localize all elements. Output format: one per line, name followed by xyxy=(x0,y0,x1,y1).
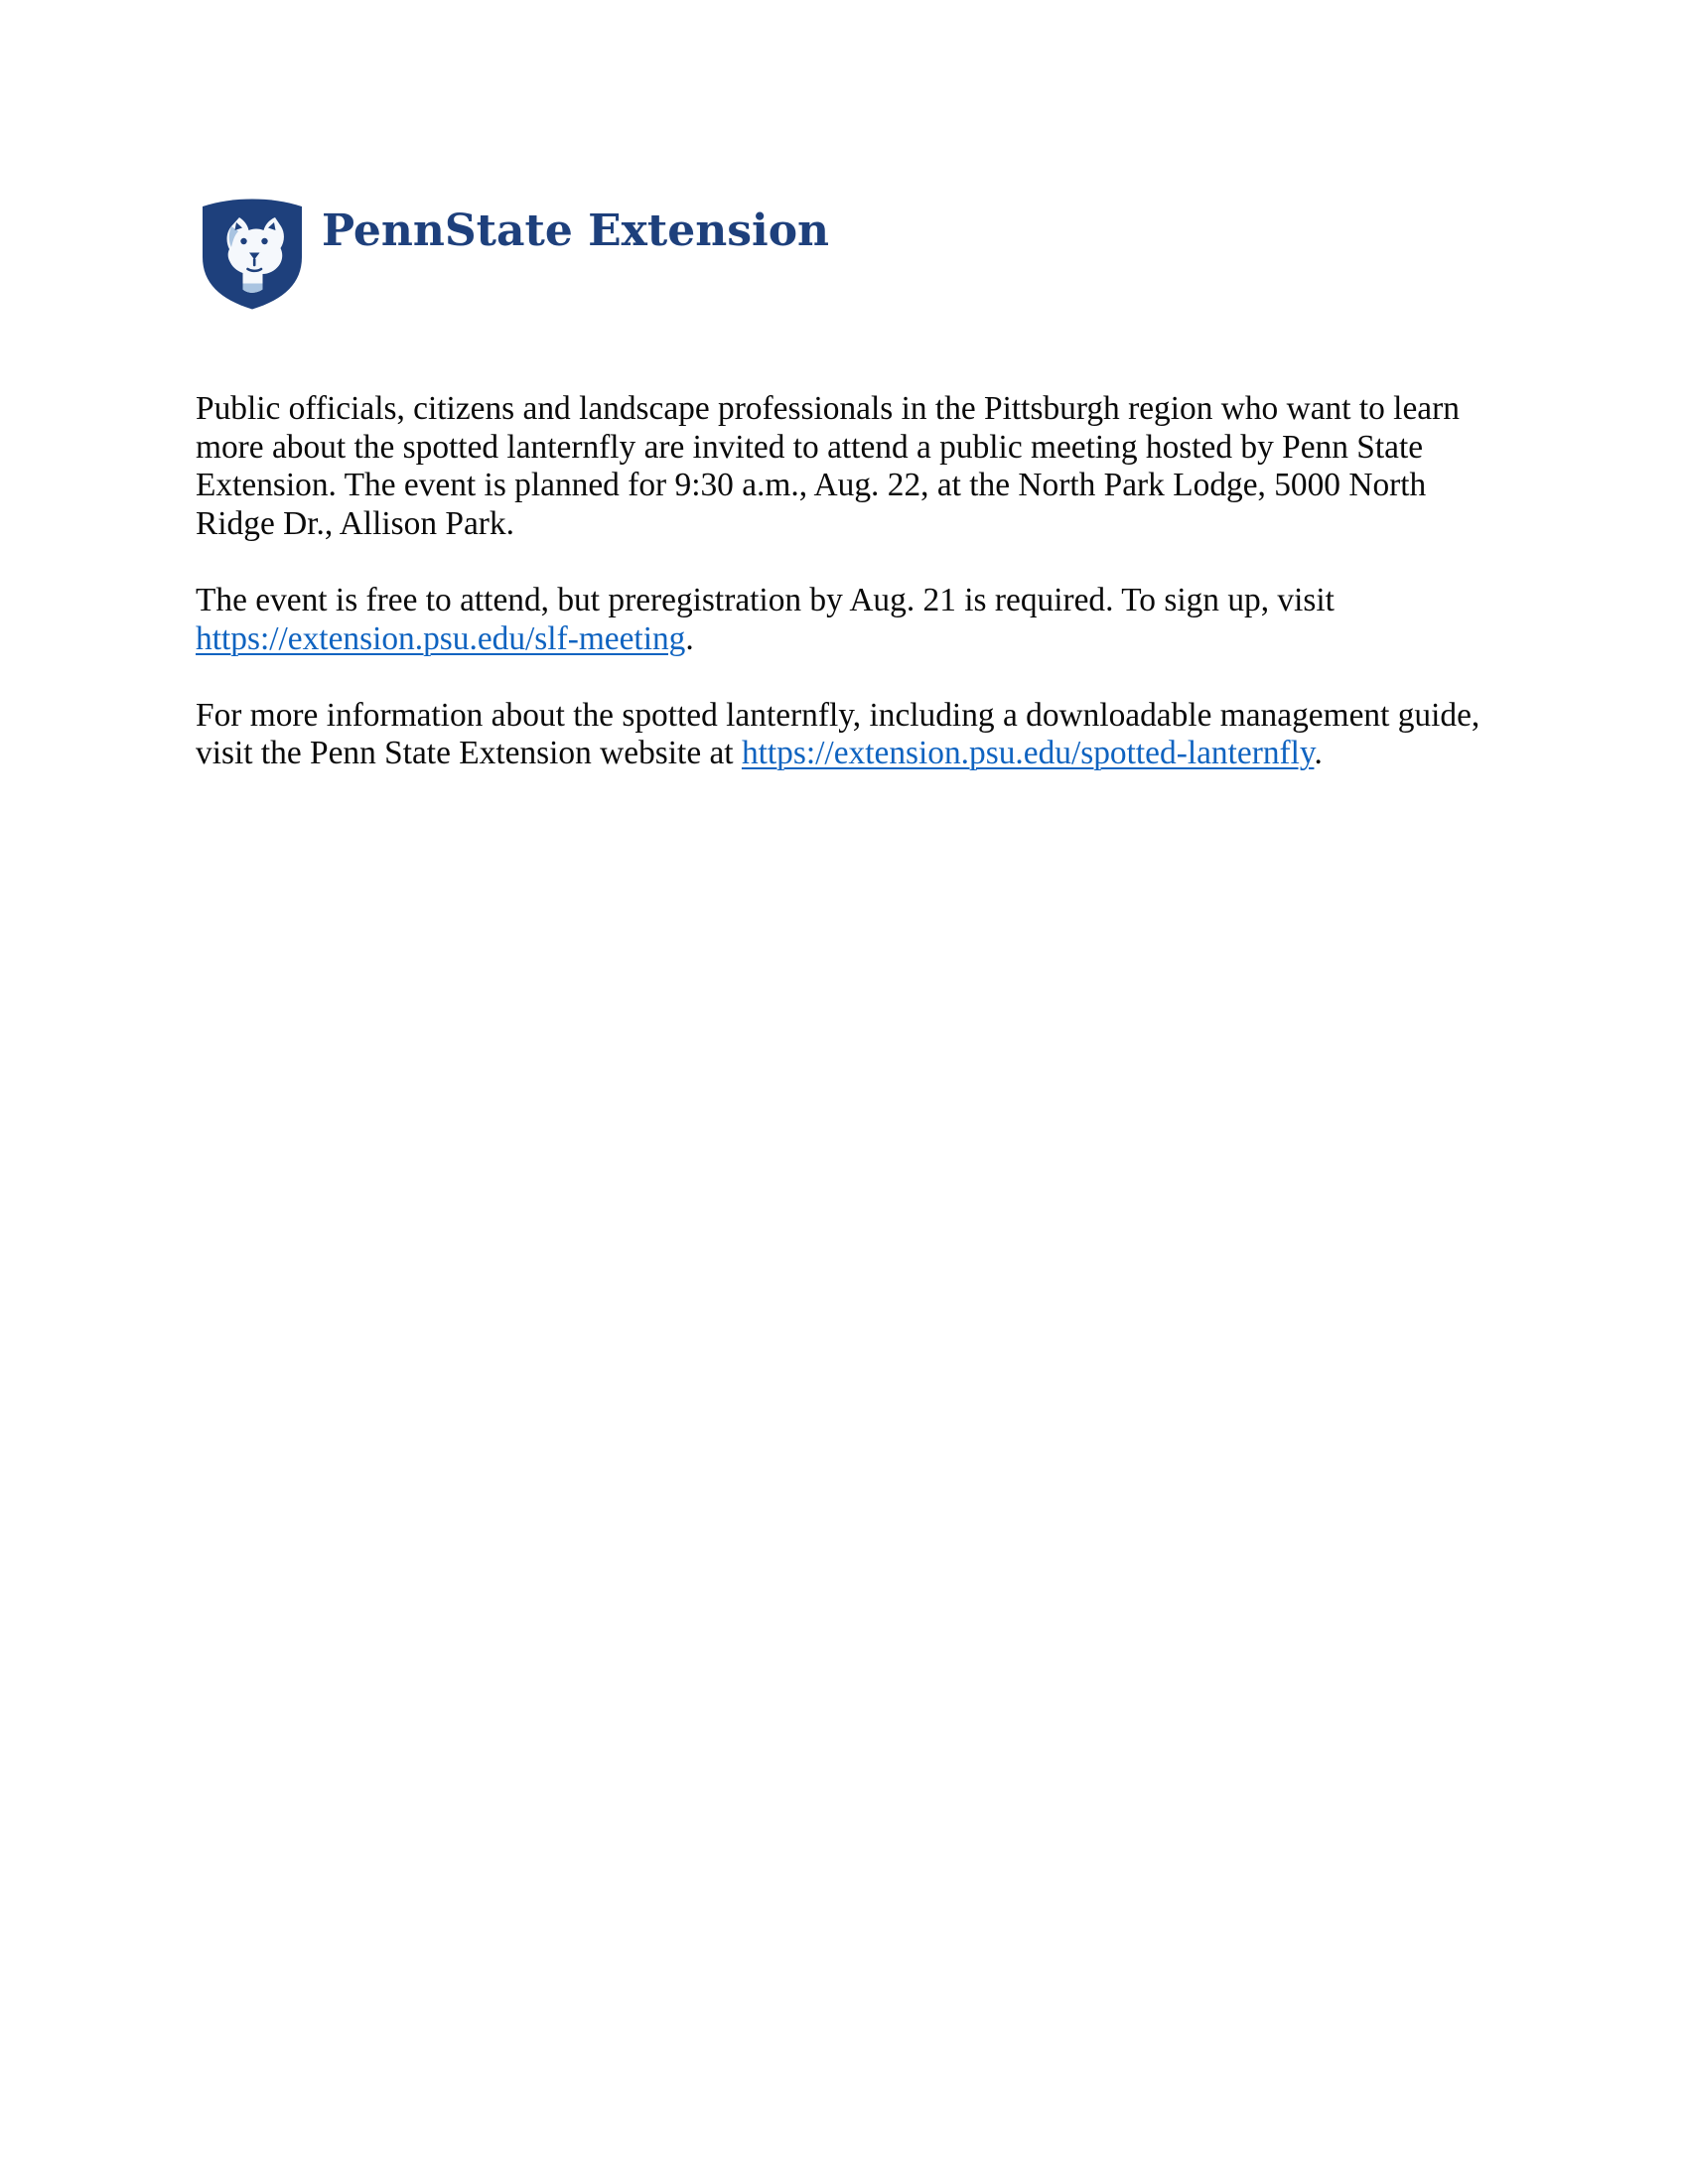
logo-wordmark: PennState Extension xyxy=(322,205,830,256)
paragraph-text: The event is free to attend, but preregistration by Aug. 21 is required. To sign up, visit xyxy=(196,581,1335,618)
document-body xyxy=(196,390,1494,812)
paragraph-text: . xyxy=(685,619,694,657)
paragraph-meeting-announcement xyxy=(196,390,1494,543)
spotted-lanternfly-link[interactable]: https://extension.psu.edu/spotted-lanternfly xyxy=(741,735,1315,772)
paragraph-more-info xyxy=(196,697,1494,773)
paragraph-text: . xyxy=(1314,735,1323,772)
pennstate-extension-logo xyxy=(199,198,829,311)
paragraph-text: For more information about the spotted lanternfly, including a downloadable management guide, visit the Penn State Extension website at xyxy=(196,696,1480,772)
paragraph-registration xyxy=(196,582,1494,658)
slf-meeting-link[interactable]: https://extension.psu.edu/slf-meeting xyxy=(196,619,686,657)
paragraph-text: Public officials, citizens and landscape professionals in the Pittsburgh region who want to learn more about the spotted lanternfly are invited to attend a public meeting hosted by Penn State Extension. The event is planned for 9:30 a.m., Aug. 22, at the North Park Lodge, 5000 North Ridge Dr., Allison Park. xyxy=(196,390,1460,542)
pennstate-shield-lion-icon xyxy=(199,198,306,311)
